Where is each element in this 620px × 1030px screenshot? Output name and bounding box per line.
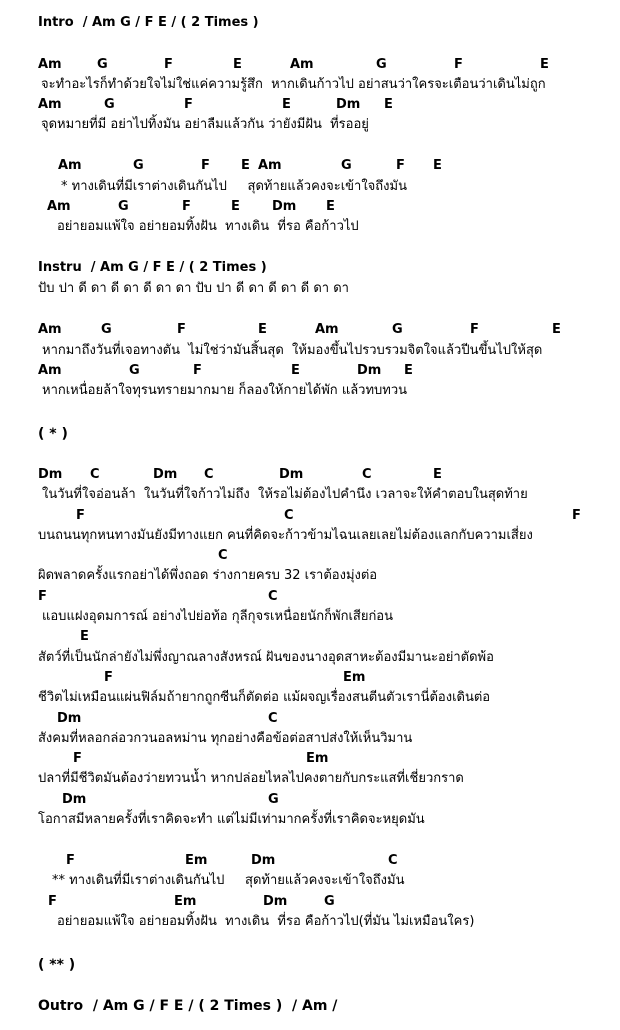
chord-line — [0, 465, 620, 485]
chord: E — [433, 158, 442, 173]
chord: Am — [290, 57, 314, 72]
chord: E — [241, 158, 250, 173]
lyric-line: จุดหมายที่มี อย่าไปทิ้งมัน อย่าลืมแล้วกัน ว่ายังมีฝัน ที่รออยู่ — [41, 117, 369, 132]
chord: F — [66, 853, 75, 868]
chord: F — [201, 158, 210, 173]
chord-line — [0, 361, 620, 381]
chord-line — [0, 587, 620, 607]
chord: E — [291, 363, 300, 378]
chord: G — [376, 57, 387, 72]
chord: Em — [174, 894, 197, 909]
chord: Dm — [57, 711, 82, 726]
chord: Am — [38, 322, 62, 337]
chord: G — [324, 894, 335, 909]
chord: F — [164, 57, 173, 72]
chord: C — [388, 853, 398, 868]
chord: Dm — [263, 894, 288, 909]
chord: C — [90, 467, 100, 482]
chord-line — [0, 790, 620, 810]
chord: F — [76, 508, 85, 523]
chord: G — [97, 57, 108, 72]
lyric-line: หากเหนื่อยล้าใจทุรนทรายมากมาย ก็ลองให้กายได้พัก แล้วทบทวน — [42, 383, 408, 398]
chord: F — [177, 322, 186, 337]
lyric-line: อย่ายอมแพ้ใจ อย่ายอมทิ้งฝัน ทางเดิน ที่รอ คือก้าวไป(ที่มัน ไม่เหมือนใคร) — [57, 914, 475, 929]
chord: C — [204, 467, 214, 482]
chord: Am — [58, 158, 82, 173]
chord: F — [104, 670, 113, 685]
chord: Dm — [272, 199, 297, 214]
lyric-line: โอกาสมีหลายครั้งที่เราคิดจะทำ แต่ไม่มีเท่ามากครั้งที่เราคิดจะหยุดมัน — [38, 812, 425, 827]
chord: G — [101, 322, 112, 337]
chord: F — [572, 508, 581, 523]
chord: Dm — [279, 467, 304, 482]
chord: F — [38, 589, 47, 604]
chord: E — [384, 97, 393, 112]
chord-line — [0, 627, 620, 647]
lyric-line: ผิดพลาดครั้งแรกอย่าได้พึ่งถอด ร่างกายครบ 32 เราต้องมุ่งต่อ — [38, 568, 378, 583]
chord: Em — [306, 751, 329, 766]
lyric-line: อย่ายอมแพ้ใจ อย่ายอมทิ้งฝัน ทางเดิน ที่รอ คือก้าวไป — [57, 219, 359, 234]
lyric-line: สังคมที่หลอกล่อวกวนอลหม่าน ทุกอย่างคือข้อต่อสาปส่งให้เห็นวิมาน — [38, 731, 413, 746]
chord: Dm — [38, 467, 63, 482]
lyric-line: * ทางเดินที่มีเราต่างเดินกันไป สุดท้ายแล้วคงจะเข้าใจถึงมัน — [61, 179, 407, 194]
chord-line — [0, 197, 620, 217]
lyric-line: บนถนนทุกหนทางมันยังมีทางแยก คนที่คิดจะก้าวข้ามไฉนเลยเลยไม่ต้องแลกกับความเสี่ยง — [38, 528, 533, 543]
chord-line — [0, 320, 620, 340]
chord: F — [182, 199, 191, 214]
chord: G — [118, 199, 129, 214]
chord: Am — [258, 158, 282, 173]
chord-line — [0, 709, 620, 729]
lyric-line: ในวันที่ใจอ่อนล้า ในวันที่ใจก้าวไม่ถึง ให้รอไม่ต้องไปคำนึง เวลาจะให้คำตอบในสุดท้าย — [42, 487, 528, 502]
chord: E — [552, 322, 561, 337]
chord-line — [0, 851, 620, 871]
chord: E — [258, 322, 267, 337]
chord: Dm — [357, 363, 382, 378]
lyric-line: ปลาที่มีชีวิตมันต้องว่ายทวนน้ำ หากปล่อยไหลไปคงตายกับกระแสที่เชี่ยวกราด — [38, 771, 464, 786]
outro-line: Outro / Am G / F E / ( 2 Times ) / Am / — [38, 998, 338, 1014]
lyric-line: ชีวิตไม่เหมือนแผ่นฟิล์มถ้ายากถูกซีนก็ตัดต่อ แม้ผจญเรื่องสนตีนตัวเรานี่ต้องเดินต่อ — [38, 690, 491, 705]
lyric-line: แอบแฝงอุดมการณ์ อย่างไปย่อท้อ กุลีกุจรเหนื่อยนักก็พักเสียก่อน — [42, 609, 394, 624]
chord: E — [282, 97, 291, 112]
chord: E — [540, 57, 549, 72]
chord: G — [268, 792, 279, 807]
chord: C — [268, 589, 278, 604]
chord: Dm — [62, 792, 87, 807]
chord: Dm — [336, 97, 361, 112]
chord-line — [0, 95, 620, 115]
lyric-line: สัตว์ที่เป็นนักล่ายังไม่พึ่งญาณลางสังหรณ์ ฝันของนางอุดสาหะต้องมีมานะอย่าตัดพ้อ — [38, 650, 494, 665]
chord: F — [48, 894, 57, 909]
chord: C — [284, 508, 294, 523]
chord: E — [326, 199, 335, 214]
chord: G — [129, 363, 140, 378]
chord: E — [80, 629, 89, 644]
chord: G — [392, 322, 403, 337]
chord: Dm — [153, 467, 178, 482]
chord-line — [0, 668, 620, 688]
chord: Dm — [251, 853, 276, 868]
chord: C — [268, 711, 278, 726]
chord: G — [104, 97, 115, 112]
chord: Am — [38, 363, 62, 378]
chord: F — [73, 751, 82, 766]
chord: Am — [38, 57, 62, 72]
chord-line — [0, 55, 620, 75]
chord: F — [470, 322, 479, 337]
intro-line: Intro / Am G / F E / ( 2 Times ) — [38, 15, 259, 30]
chord-line — [0, 749, 620, 769]
chord: Am — [38, 97, 62, 112]
lyric-line: หากมาถึงวันที่เจอทางตัน ไม่ใช่ว่ามันสิ้นสุด ให้มองขึ้นไปรวบรวมจิตใจแล้วปีนขึ้นไปให้สุด — [42, 343, 543, 358]
chord-line — [0, 546, 620, 566]
chord-line — [0, 506, 620, 526]
chord: E — [433, 467, 442, 482]
chord-line — [0, 892, 620, 912]
chord: F — [193, 363, 202, 378]
chord-line — [0, 156, 620, 176]
chord: F — [396, 158, 405, 173]
chord: Em — [185, 853, 208, 868]
chord: Am — [315, 322, 339, 337]
chorus-ref: ( * ) — [38, 426, 68, 442]
lyric-line: ** ทางเดินที่มีเราต่างเดินกันไป สุดท้ายแล้วคงจะเข้าใจถึงมัน — [52, 873, 405, 888]
chord: E — [404, 363, 413, 378]
chorus2-ref: ( ** ) — [38, 957, 76, 973]
lyric-line: จะทำอะไรก็ทำด้วยใจไม่ใช่แค่ความรู้สึก หากเดินก้าวไป อย่าสนว่าใครจะเตือนว่าเดินไม่ถูก — [41, 77, 546, 92]
chord: C — [218, 548, 228, 563]
chord: F — [454, 57, 463, 72]
chord: Em — [343, 670, 366, 685]
chord: E — [231, 199, 240, 214]
chord: Am — [47, 199, 71, 214]
lyric-line: ปับ ปา ดี ดา ดี ดา ดี ดา ดา ปับ ปา ดี ดา ดี ดา ดี ดา ดา — [38, 281, 349, 296]
instru-line: Instru / Am G / F E / ( 2 Times ) — [38, 260, 267, 275]
chord: G — [133, 158, 144, 173]
chord: C — [362, 467, 372, 482]
chord: E — [233, 57, 242, 72]
chord: G — [341, 158, 352, 173]
chord: F — [184, 97, 193, 112]
